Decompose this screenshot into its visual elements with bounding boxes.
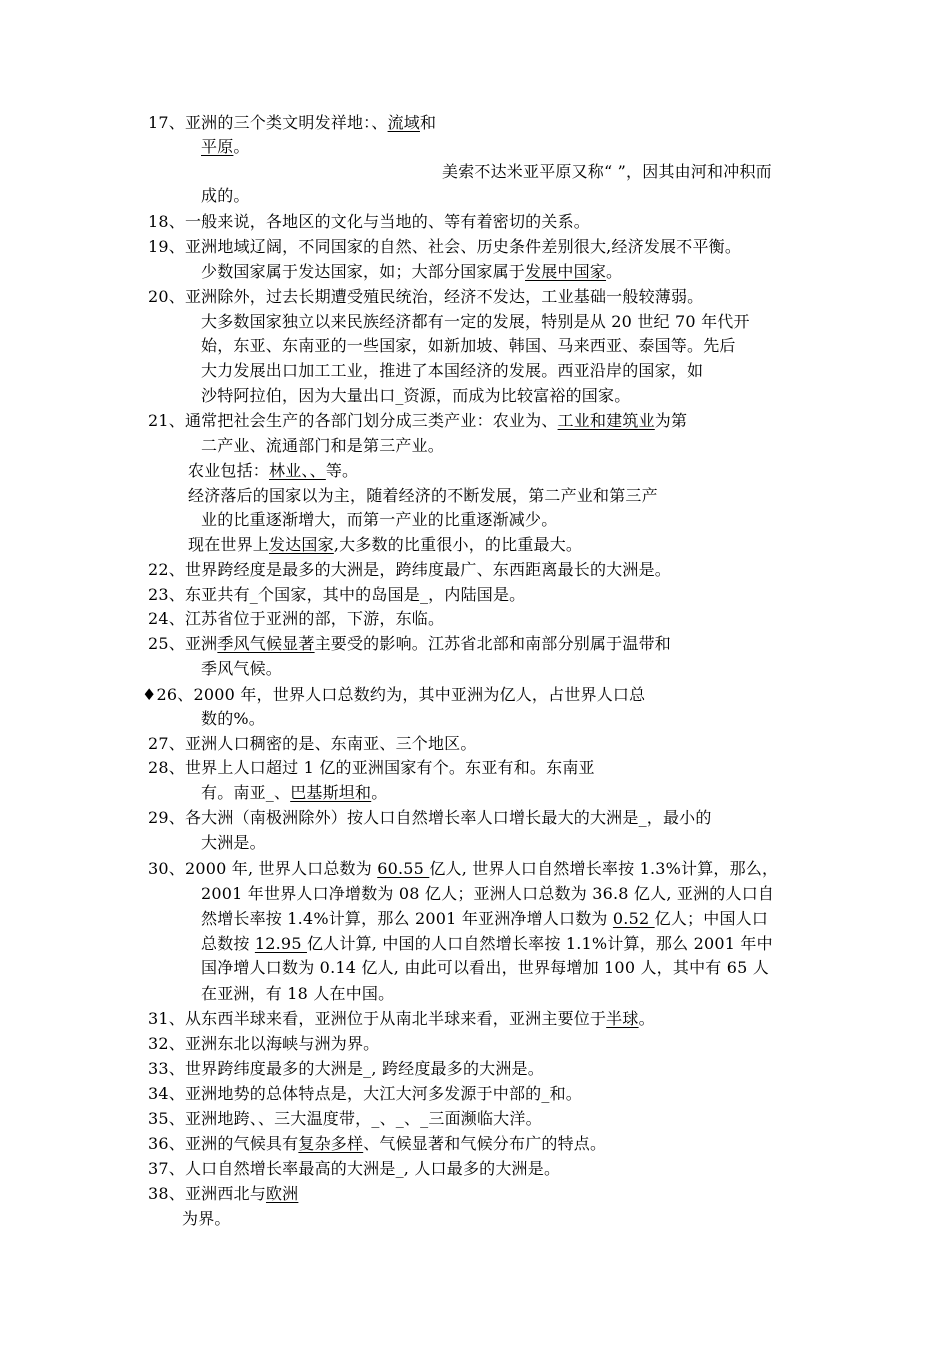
question-number: 36、 [148, 1134, 185, 1153]
underlined-answer: 12.95 [254, 934, 307, 953]
question-text: 大力发展出口加工工业，推进了本国经济的发展。西亚沿岸的国家，如 [201, 361, 704, 380]
question-text: 现在世界上 [188, 535, 270, 554]
question-text: 亚洲西北与 [184, 1184, 266, 1203]
question-number: 25、 [148, 634, 185, 653]
question-text: 亿人计算, 中国的人口自然增长率按 1.1%计算，那么 2001 年中 [306, 934, 773, 953]
question-text: 季风气候。 [201, 659, 283, 678]
question-20-line [201, 360, 703, 382]
question-text: 农业包括： [188, 461, 270, 480]
question-text: 江苏省位于亚洲的部，下游，东临。 [184, 609, 445, 628]
question-text: 通常把社会生产的各部门划分成三类产业：农业为、 [184, 411, 558, 430]
question-21-line [188, 534, 582, 556]
question-text: 。 [233, 137, 250, 156]
question-17-line [201, 136, 250, 158]
question-text: 少数国家属于发达国家，如；大部分国家属于 [201, 262, 526, 281]
question-36 [148, 1133, 606, 1155]
question-17-line [201, 185, 250, 207]
underlined-answer: 林业、、 [269, 461, 326, 480]
question-text: 亚洲人口稠密的是、东南亚、三个地区。 [184, 734, 477, 753]
question-number: 32、 [148, 1034, 185, 1053]
question-text: 亚洲地域辽阔，不同国家的自然、社会、历史条件差别很大,经济发展不平衡。 [184, 237, 742, 256]
question-number: 28、 [148, 758, 185, 777]
question-text: 亚洲的三个类文明发祥地：、 [184, 113, 388, 132]
question-text: 在亚洲，有 18 人在中国。 [201, 984, 395, 1003]
question-28-line [201, 782, 387, 804]
question-text: 2000 年，世界人口总数约为，其中亚洲为亿人，占世界人口总 [193, 685, 646, 704]
question-text: 亚洲地势的总体特点是，大江大河多发源于中部的_和。 [184, 1084, 582, 1103]
underlined-answer: 平原 [201, 137, 234, 156]
question-text: 美索不达米亚平原又称“ ”，因其由河和冲积而 [442, 162, 772, 181]
question-text: ,大多数的比重很小，的比重最大。 [333, 535, 583, 554]
question-21-line [188, 460, 358, 482]
question-38-line [182, 1208, 231, 1230]
question-number: 17、 [148, 113, 185, 132]
underlined-answer: 流域 [387, 113, 420, 132]
underlined-answer: 巴基斯坦和 [290, 783, 372, 802]
question-30-line [201, 933, 773, 955]
question-20-line [201, 311, 750, 333]
question-text: 。 [638, 1009, 655, 1028]
question-text: 经济落后的国家以为主，随着经济的不断发展，第二产业和第三产 [188, 486, 658, 505]
question-number: 22、 [148, 560, 185, 579]
underlined-answer: 发展中国家 [525, 262, 607, 281]
question-text: 大多数国家独立以来民族经济都有一定的发展，特别是从 20 世纪 70 年代开 [201, 312, 750, 331]
underlined-answer: 季风气候显著 [217, 634, 315, 653]
question-text: 成的。 [201, 186, 250, 205]
question-number: 30、 [148, 859, 185, 878]
question-number: 35、 [148, 1109, 185, 1128]
question-19-line [201, 261, 622, 283]
question-28 [148, 757, 595, 779]
question-number: 27、 [148, 734, 185, 753]
question-text: 亿人, 世界人口自然增长率按 1.3%计算，那么， [429, 859, 779, 878]
question-35 [148, 1108, 542, 1130]
question-22 [148, 559, 671, 581]
question-number: ♦26、 [142, 685, 194, 704]
question-text: 2000 年, 世界人口总数为 [184, 859, 378, 878]
question-text: 国净增人口数为 0.14 亿人, 由此可以看出，世界每增加 100 人，其中有 65 人 [201, 958, 770, 977]
question-text: 主要受的影响。江苏省北部和南部分别属于温带和 [314, 634, 671, 653]
question-text: 数的%。 [201, 709, 266, 728]
question-text: 世界跨纬度最多的大洲是_, 跨经度最多的大洲是。 [184, 1059, 544, 1078]
question-number: 33、 [148, 1059, 185, 1078]
question-31 [148, 1008, 655, 1030]
question-number: 18、 [148, 212, 185, 231]
question-text: 世界上人口超过 1 亿的亚洲国家有个。东亚有和。东南亚 [184, 758, 595, 777]
question-text: 。 [371, 783, 388, 802]
question-20-line [201, 335, 736, 357]
question-21 [148, 410, 687, 432]
question-38 [148, 1183, 298, 1205]
underlined-answer: 0.52 [612, 909, 655, 928]
question-text: 人口自然增长率最高的大洲是_, 人口最多的大洲是。 [184, 1159, 561, 1178]
question-26-line [201, 708, 265, 730]
underlined-answer: 复杂多样 [298, 1134, 364, 1153]
question-text: 各大洲（南极洲除外）按人口自然增长率人口增长最大的大洲是_，最小的 [184, 808, 712, 827]
question-text: 。 [606, 262, 623, 281]
question-text: 业的比重逐渐增大，而第一产业的比重逐渐减少。 [201, 510, 558, 529]
question-number: 31、 [148, 1009, 185, 1028]
question-30-line [201, 908, 768, 930]
question-21-line [188, 485, 658, 507]
question-text: 沙特阿拉伯，因为大量出口_资源，而成为比较富裕的国家。 [201, 386, 631, 405]
underlined-answer: 工业和建筑业 [557, 411, 655, 430]
question-text: 亚洲 [184, 634, 218, 653]
question-number: 23、 [148, 585, 185, 604]
question-19 [148, 236, 741, 258]
question-25 [148, 633, 671, 655]
question-number: 34、 [148, 1084, 185, 1103]
question-text: 始，东亚、东南亚的一些国家，如新加坡、韩国、马来西亚、泰国等。先后 [201, 336, 736, 355]
question-text: 总数按 [201, 934, 255, 953]
question-33 [148, 1058, 544, 1080]
question-23 [148, 584, 525, 606]
question-20 [148, 286, 703, 308]
underlined-answer: 半球 [606, 1009, 639, 1028]
underlined-answer: 欧洲 [265, 1184, 299, 1203]
question-26 [142, 684, 645, 706]
question-text: 东亚共有_个国家，其中的岛国是_，内陆国是。 [184, 585, 526, 604]
question-number: 19、 [148, 237, 185, 256]
question-21-line [201, 435, 444, 457]
question-number: 24、 [148, 609, 185, 628]
question-21-line [201, 509, 557, 531]
question-text: 2001 年世界人口净增数为 08 亿人；亚洲人口总数为 36.8 亿人, 亚洲的人口自 [201, 884, 775, 903]
question-34 [148, 1083, 582, 1105]
question-30-line [201, 983, 394, 1005]
question-text: 亚洲东北以海峡与洲为界。 [184, 1034, 380, 1053]
question-30-line [201, 883, 774, 905]
question-text: 二产业、流通部门和是第三产业。 [201, 436, 445, 455]
question-text: 有。南亚_、 [201, 783, 291, 802]
question-text: 亿人；中国人口 [654, 909, 769, 928]
question-17 [148, 112, 436, 134]
question-number: 20、 [148, 287, 185, 306]
question-text: 为第 [654, 411, 688, 430]
question-text: 和 [419, 113, 437, 132]
question-25-line [201, 658, 282, 680]
question-text: 为界。 [182, 1209, 231, 1228]
question-text: 亚洲地跨、、三大温度带，_、_、_三面濒临大洋。 [184, 1109, 542, 1128]
underlined-answer: 发达国家 [269, 535, 334, 554]
question-30-line [201, 957, 769, 979]
question-text: 、气候显著和气候分布广的特点。 [363, 1134, 607, 1153]
question-text: 等。 [325, 461, 359, 480]
question-text: 世界跨经度是最多的大洲是，跨纬度最广、东西距离最长的大洲是。 [184, 560, 671, 579]
question-number: 37、 [148, 1159, 185, 1178]
question-text: 亚洲的气候具有 [184, 1134, 299, 1153]
question-text: 从东西半球来看，亚洲位于从南北半球来看，亚洲主要位于 [184, 1009, 607, 1028]
question-18 [148, 211, 590, 233]
underlined-answer: 60.55 [377, 859, 430, 878]
question-text: 然增长率按 1.4%计算，那么 2001 年亚洲净增人口数为 [201, 909, 613, 928]
question-number: 38、 [148, 1184, 185, 1203]
question-text: 亚洲除外，过去长期遭受殖民统治，经济不发达，工业基础一般较薄弱。 [184, 287, 704, 306]
question-number: 21、 [148, 411, 185, 430]
question-24 [148, 608, 444, 630]
question-number: 29、 [148, 808, 185, 827]
question-30 [148, 858, 778, 880]
question-20-line [201, 385, 630, 407]
question-32 [148, 1033, 379, 1055]
question-27 [148, 733, 477, 755]
question-29 [148, 807, 712, 829]
question-17-line [442, 161, 772, 183]
question-29-line [201, 832, 266, 854]
question-37 [148, 1158, 560, 1180]
question-text: 大洲是。 [201, 833, 266, 852]
question-text: 一般来说，各地区的文化与当地的、等有着密切的关系。 [184, 212, 590, 231]
